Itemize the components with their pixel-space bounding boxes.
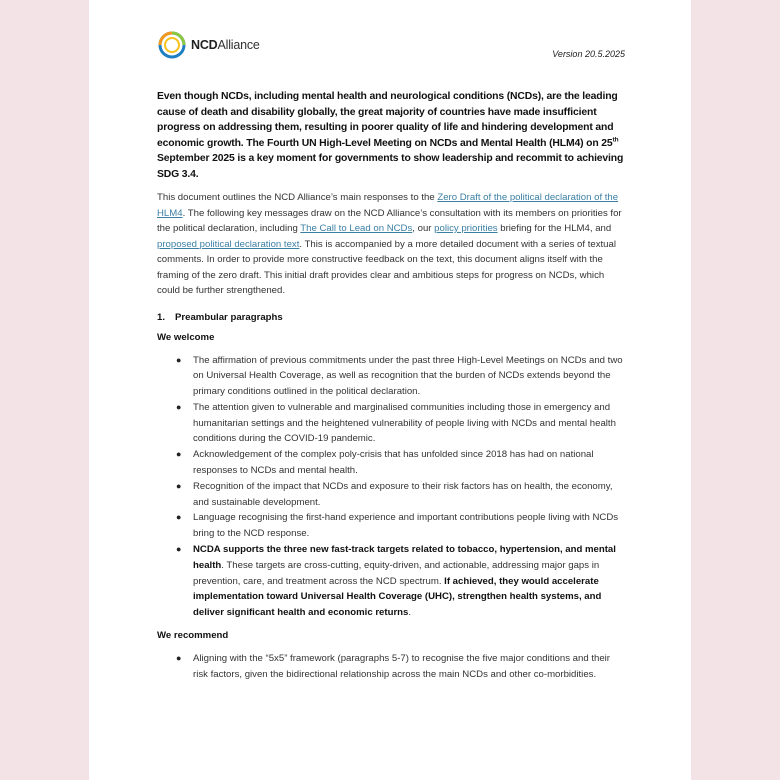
version-label: Version 20.5.2025	[552, 49, 625, 59]
bullet-icon: ●	[176, 354, 182, 365]
section-heading-preambular: 1. Preambular paragraphs	[157, 311, 283, 323]
we-recommend-heading: We recommend	[157, 630, 229, 642]
intro-paragraph: Even though NCDs, including mental health and neurological conditions (NCDs), are the leading cause of death and disability globally, the great majority of countries have made insufficient progress on addressing them, resulting in poorer quality of life and hindering development and economic growth. The Fourth UN High-Level Meeting on NCDs and Mental Health (HLM4) on 25th September 2025 is a key moment for governments to show leadership and recommit to achieving SDG 3.4.	[157, 91, 624, 180]
bullet-icon: ●	[176, 480, 182, 491]
ncd-alliance-logo	[157, 30, 260, 60]
policy-priorities-link[interactable]: policy priorities	[434, 223, 498, 234]
document-header	[157, 0, 625, 70]
document-page	[89, 0, 691, 780]
bullet-icon: ●	[176, 512, 182, 523]
list-item: ● Language recognising the first-hand experience and important contributions people living with NCDs bring to the NCD response.	[176, 512, 619, 540]
zero-draft-link[interactable]: Zero Draft of the political declaration of the HLM4	[157, 192, 619, 219]
call-to-lead-link[interactable]: The Call to Lead on NCDs	[300, 223, 413, 234]
list-item: ● Recognition of the impact that NCDs and exposure to their risk factors has on health, the economy, and sustainable development.	[176, 480, 613, 508]
bullet-icon: ●	[176, 653, 182, 664]
proposed-declaration-link[interactable]: proposed political declaration text	[157, 238, 300, 250]
bullet-icon: ●	[176, 449, 182, 460]
bullet-icon: ●	[176, 544, 182, 555]
list-item: ● Acknowledgement of the complex poly-crisis that has unfolded since 2018 has had on national responses to NCDs and mental health.	[176, 449, 594, 477]
recommend-list	[157, 651, 625, 683]
welcome-list	[157, 353, 625, 622]
list-item: ● The attention given to vulnerable and marginalised communities including those in emergency and humanitarian settings and the heightened vulnerability of people living with NCDs and mental health conditions during the COVID-19 pandemic.	[176, 401, 616, 445]
bullet-icon: ●	[176, 401, 182, 412]
we-welcome-heading: We welcome	[157, 331, 215, 343]
overview-paragraph: This document outlines the NCD Alliance’s main responses to the Zero Draft of the political declaration of the HLM4. The following key messages draw on the NCD Alliance’s consultation with its members on priorities for the political declaration, including The Call to Lead on NCDs, our policy priorities briefing for the HLM4, and proposed political declaration text. This is accompanied by a more detailed document with a series of textual comments. In order to provide more constructive feedback on the text, this document aligns itself with the framing of the zero draft. This initial draft provides clear and ambitious steps for progress on NCDs, which could be further strengthened.	[157, 192, 622, 296]
ncd-alliance-logo-icon	[157, 30, 187, 60]
list-item: ● Aligning with the “5x5” framework (paragraphs 5-7) to recognise the five major conditions and their risk factors, given the bidirectional relationship across the main NCDs and other co-morbidities.	[176, 653, 611, 680]
list-item-fasttrack: ● NCDA supports the three new fast-track targets related to tobacco, hypertension, and mental health. These targets are cross-cutting, equity-driven, and actionable, addressing major gaps in prevention, care, and treatment across the NCD spectrum. If achieved, they would accelerate implementation toward Universal Health Coverage (UHC), strengthen health systems, and deliver significant health and economic returns.	[176, 544, 616, 619]
list-item: ● The affirmation of previous commitments under the past three High-Level Meetings on NCDs and two on Universal Health Coverage, as well as recognition that the burden of NCDs extends beyond the primary conditions outlined in the political declaration.	[176, 354, 623, 398]
logo-text: NCDAlliance	[191, 38, 260, 52]
